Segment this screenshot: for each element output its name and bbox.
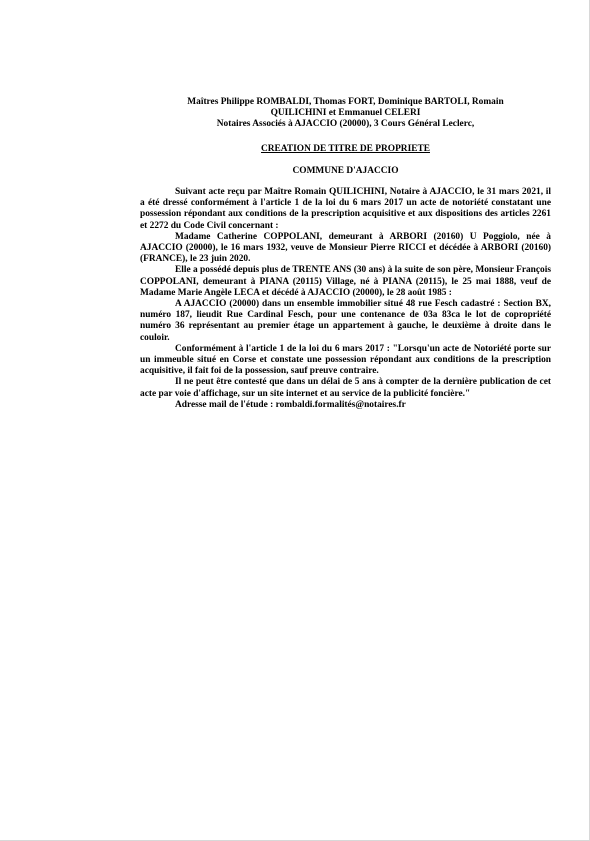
paragraph-owner: Madame Catherine COPPOLANI, demeurant à ARBORI (20160) U Poggiolo, née à AJACCIO (20000), le 16 mars 1932, veuve de Monsieur Pierre RICCI et décédée à ARBORI (20160) (FRANCE), le 23 juin 2020. bbox=[140, 231, 551, 265]
paragraph-possession: Elle a possédé depuis plus de TRENTE ANS (30 ans) à la suite de son père, Monsieur François COPPOLANI, demeurant à PIANA (20115) Village, né à PIANA (20115), le 25 mai 1888, veuf de Madame Marie Angèle LECA et décédé à AJACCIO (20000), le 28 août 1985 : bbox=[140, 265, 551, 298]
notary-header-line-1: Maîtres Philippe ROMBALDI, Thomas FORT, Dominique BARTOLI, Romain bbox=[187, 97, 504, 107]
paragraph-contest-delay: Il ne peut être contesté que dans un délai de 5 ans à compter de la dernière publication de cet acte par voie d'affichage, sur un site internet et au service de la publicité foncière." bbox=[140, 377, 551, 399]
notary-header-line-2: QUILICHINI et Emmanuel CELERI bbox=[270, 108, 421, 119]
paragraph-law-article: Conformément à l'article 1 de la loi du 6 mars 2017 : "Lorsqu'un acte de Notoriété porte sur un immeuble situé en Corse et constate une possession répondant aux conditions de la prescription acquisitive, il fait foi de la possession, sauf preuve contraire. bbox=[140, 343, 551, 377]
paragraph-email: Adresse mail de l'étude : rombaldi.formalités@notaires.fr bbox=[175, 399, 406, 410]
paragraph-property: A AJACCIO (20000) dans un ensemble immobilier situé 48 rue Fesch cadastré : Section BX, numéro 187, lieudit Rue Cardinal Fesch, pour une contenance de 03a 83ca le lot de copropriété numéro 36 représentant au premier étage un appartement à gauche, le deuxième à droite dans le couloir. bbox=[140, 299, 551, 343]
notary-header-line-3: Notaires Associés à AJACCIO (20000), 3 Cours Général Leclerc, bbox=[216, 119, 475, 130]
notice-body bbox=[140, 97, 551, 411]
commune-heading: COMMUNE D'AJACCIO bbox=[292, 165, 399, 176]
notary-header bbox=[140, 97, 551, 131]
paragraph-act: Suivant acte reçu par Maître Romain QUILICHINI, Notaire à AJACCIO, le 31 mars 2021, il a été dressé conformément à l'article 1 de la loi du 6 mars 2017 un acte de notoriété constatant une possession répondant aux conditions de la prescription acquisitive et aux dispositions des articles 2261 et 2272 du Code Civil concernant : bbox=[140, 187, 551, 231]
notice-title: CREATION DE TITRE DE PROPRIETE bbox=[261, 143, 430, 154]
